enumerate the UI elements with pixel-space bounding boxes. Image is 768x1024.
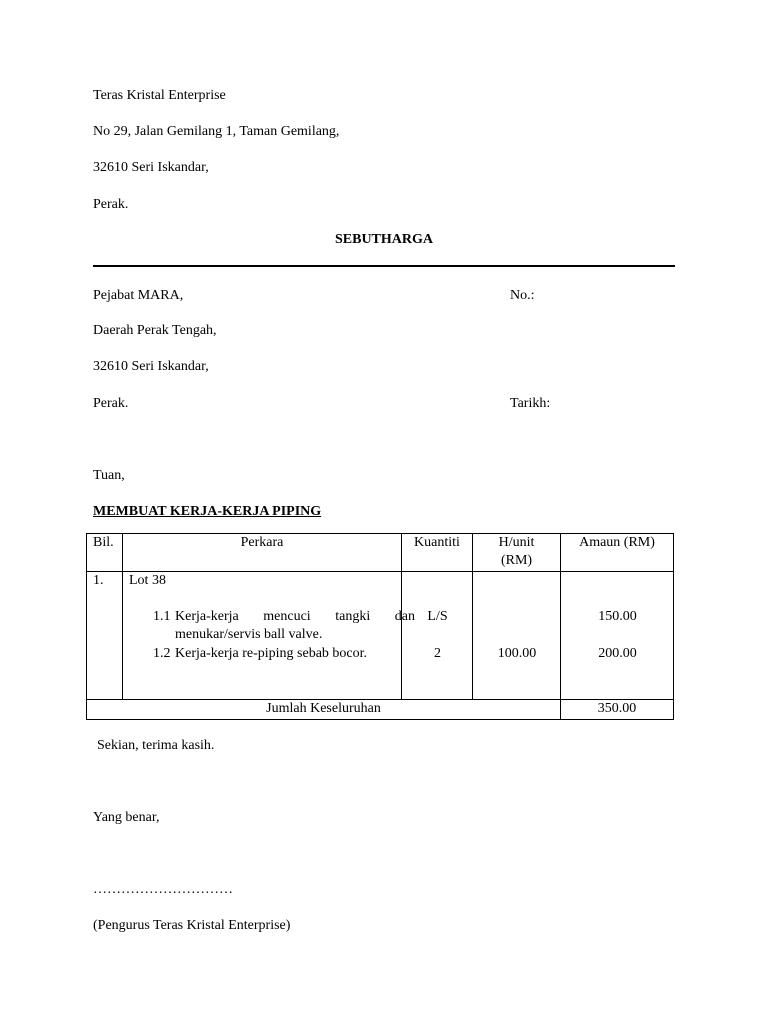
quotation-table xyxy=(86,533,674,720)
recipient-line-3: Perak. xyxy=(93,396,129,411)
recipient-line-2: 32610 Seri Iskandar, xyxy=(93,359,209,374)
header-amaun: Amaun (RM) xyxy=(561,534,674,572)
signature-line: ………………………… xyxy=(93,882,233,897)
row-bil: 1. xyxy=(93,573,104,588)
closing-text: Sekian, terima kasih. xyxy=(97,738,215,753)
document-title: SEBUTHARGA xyxy=(334,232,434,247)
sender-name: Teras Kristal Enterprise xyxy=(93,88,226,103)
sign-off: Yang benar, xyxy=(93,810,160,825)
reference-number-label: No.: xyxy=(510,288,535,303)
item-2-amount: 200.00 xyxy=(598,646,637,661)
row-amaun-cell xyxy=(561,572,674,700)
item-1-description: Kerja-kerja mencuci tangki dan xyxy=(175,609,415,624)
total-label: Jumlah Keseluruhan xyxy=(87,700,561,720)
row-lot: Lot 38 xyxy=(129,573,166,588)
header-harga-unit: H/unit (RM) xyxy=(473,534,561,572)
row-bil-cell xyxy=(87,572,123,700)
table-total-row xyxy=(87,700,674,720)
row-perkara-cell xyxy=(123,572,415,700)
sender-address-line-2: 32610 Seri Iskandar, xyxy=(93,160,209,175)
header-kuantiti: Kuantiti xyxy=(402,534,473,572)
header-bil: Bil. xyxy=(87,534,123,572)
recipient-line-1: Daerah Perak Tengah, xyxy=(93,323,217,338)
item-1-description-cont: menukar/servis ball valve. xyxy=(175,627,323,642)
signatory: (Pengurus Teras Kristal Enterprise) xyxy=(93,918,291,933)
sender-address-line-1: No 29, Jalan Gemilang 1, Taman Gemilang, xyxy=(93,124,340,139)
item-1-amount: 150.00 xyxy=(598,609,637,624)
item-2-unit-price: 100.00 xyxy=(497,646,537,661)
subject-line: MEMBUAT KERJA-KERJA PIPING xyxy=(93,504,322,519)
item-2-number: 1.2 xyxy=(153,646,171,661)
item-2-description: Kerja-kerja re-piping sebab bocor. xyxy=(175,646,368,661)
recipient-name: Pejabat MARA, xyxy=(93,288,184,303)
row-kuantiti-cell xyxy=(402,572,473,700)
table-row xyxy=(87,572,674,700)
date-label: Tarikh: xyxy=(510,396,551,411)
row-harga-unit-cell xyxy=(473,572,561,700)
header-perkara: Perkara xyxy=(123,534,402,572)
total-value: 350.00 xyxy=(561,700,674,720)
item-1-quantity: L/S xyxy=(427,609,448,624)
item-2-quantity: 2 xyxy=(434,646,441,661)
sender-address-line-3: Perak. xyxy=(93,197,129,212)
table-header-row xyxy=(87,534,674,572)
item-1-number: 1.1 xyxy=(153,609,171,624)
salutation: Tuan, xyxy=(93,468,125,483)
title-divider xyxy=(93,265,675,267)
